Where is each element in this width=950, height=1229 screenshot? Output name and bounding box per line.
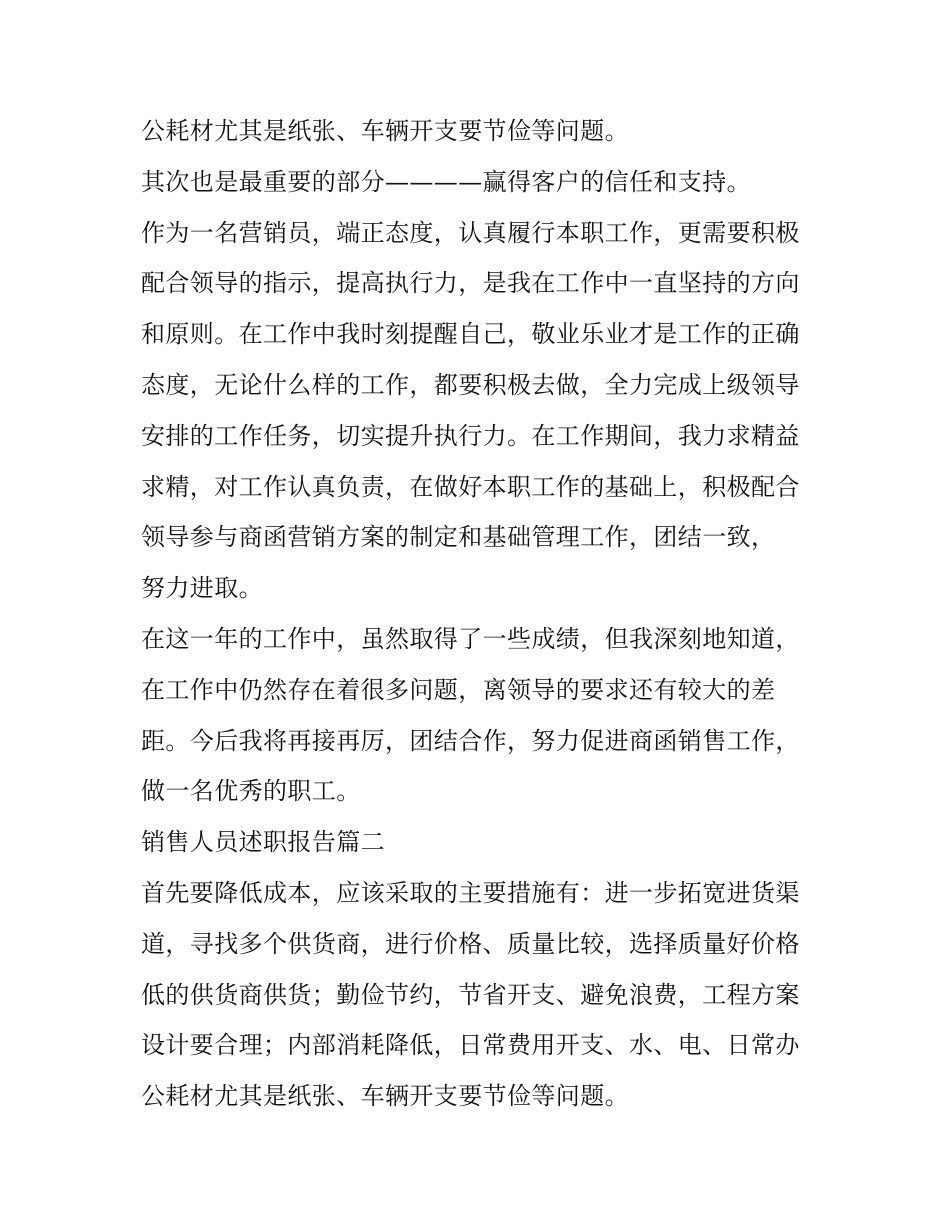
text-line-12: 在工作中仍然存在着很多问题，离领导的要求还有较大的差 bbox=[141, 675, 776, 704]
text-line-19: 设计要合理；内部消耗降低，日常费用开支、水、电、日常办 bbox=[141, 1031, 800, 1060]
text-line-9: 领导参与商函营销方案的制定和基础管理工作，团结一致， bbox=[141, 523, 776, 552]
text-line-5: 和原则。在工作中我时刻提醒自己，敬业乐业才是工作的正确 bbox=[141, 320, 800, 349]
text-line-20: 公耗材尤其是纸张、车辆开支要节俭等问题。 bbox=[141, 1082, 629, 1111]
text-line-1: 公耗材尤其是纸张、车辆开支要节俭等问题。 bbox=[141, 117, 629, 145]
text-line-4: 配合领导的指示，提高执行力，是我在工作中一直坚持的方向 bbox=[141, 269, 800, 298]
document-body bbox=[141, 106, 821, 1122]
text-line-8: 求精，对工作认真负责，在做好本职工作的基础上，积极配合 bbox=[141, 472, 800, 501]
text-line-16: 首先要降低成本，应该采取的主要措施有：进一步拓宽进货渠 bbox=[141, 878, 800, 907]
text-line-17: 道，寻找多个供货商，进行价格、质量比较，选择质量好价格 bbox=[141, 929, 800, 958]
text-line-3: 作为一名营销员，端正态度，认真履行本职工作，更需要积极 bbox=[141, 218, 800, 247]
text-line-13: 距。今后我将再接再厉，团结合作，努力促进商函销售工作， bbox=[141, 726, 800, 755]
text-line-11: 在这一年的工作中，虽然取得了一些成绩，但我深刻地知道， bbox=[141, 624, 800, 653]
text-line-7: 安排的工作任务，切实提升执行力。在工作期间，我力求精益 bbox=[141, 421, 800, 450]
text-line-10: 努力进取。 bbox=[141, 574, 263, 603]
text-line-18: 低的供货商供货；勤俭节约，节省开支、避免浪费，工程方案 bbox=[141, 980, 800, 1009]
section-heading: 销售人员述职报告篇二 bbox=[141, 828, 385, 857]
text-line-14: 做一名优秀的职工。 bbox=[141, 777, 361, 806]
text-line-2: 其次也是最重要的部分————赢得客户的信任和支持。 bbox=[141, 167, 751, 196]
text-line-6: 态度，无论什么样的工作，都要积极去做，全力完成上级领导 bbox=[141, 370, 800, 399]
